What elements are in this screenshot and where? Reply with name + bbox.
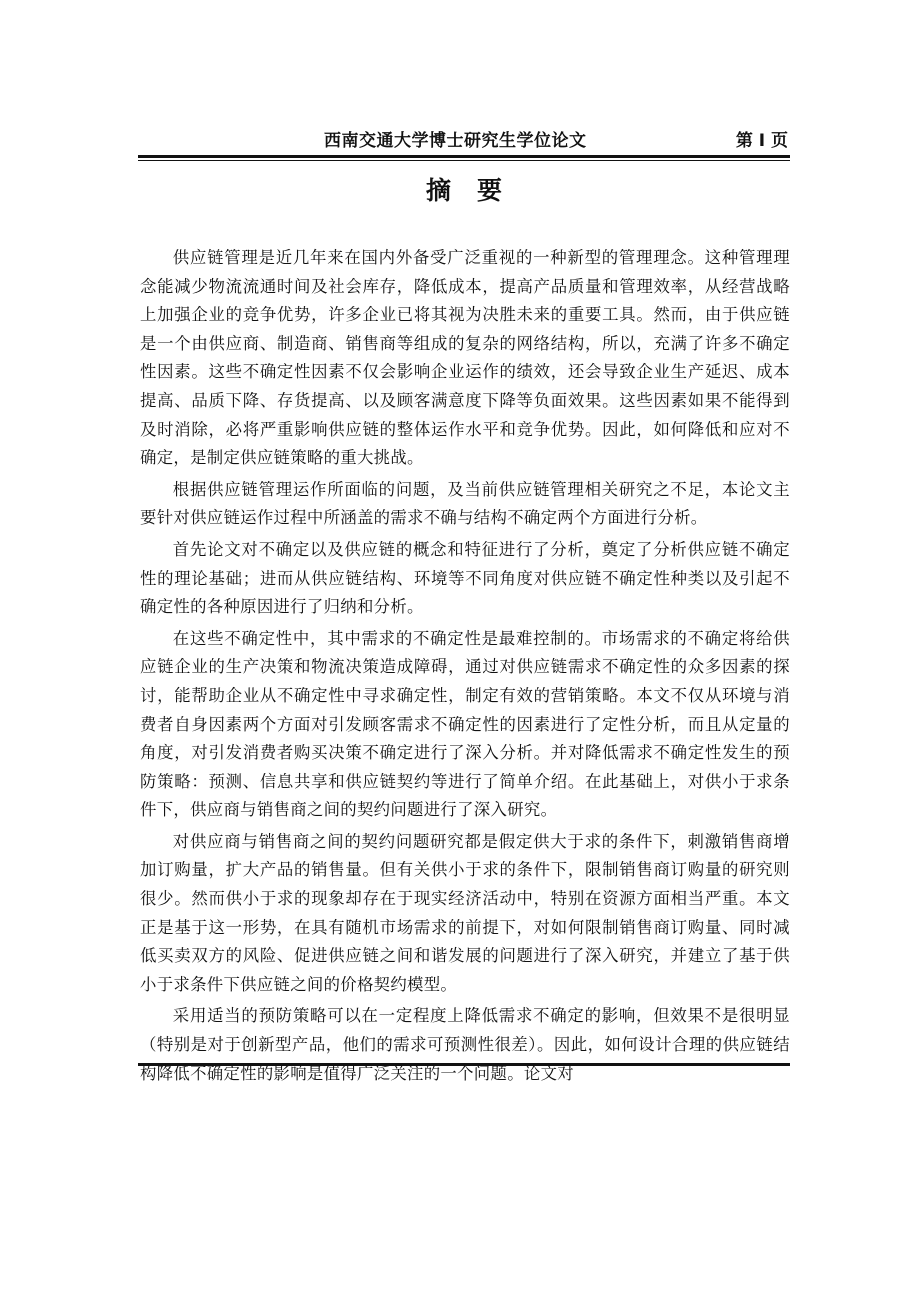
abstract-paragraph: 在这些不确定性中，其中需求的不确定性是最难控制的。市场需求的不确定将给供应链企业的生产决策和物流决策造成障碍，通过对供应链需求不确定性的众多因素的探讨，能帮助企业从不确定性中寻求确定性，制定有效的营销策略。本文不仅从环境与消费者自身因素两个方面对引发顾客需求不确定性的因素进行了定性分析，而且从定量的角度，对引发消费者购买决策不确定进行了深入分析。并对降低需求不确定性发生的预防策略：预测、信息共享和供应链契约等进行了简单介绍。在此基础上，对供小于求条件下，供应商与销售商之间的契约问题进行了深入研究。 bbox=[140, 628, 790, 820]
abstract-paragraph: 对供应商与销售商之间的契约问题研究都是假定供大于求的条件下，刺激销售商增加订购量，扩大产品的销售量。但有关供小于求的条件下，限制销售商订购量的研究则很少。然而供小于求的现象却存在于现实经济活动中，特别在资源方面相当严重。本文正是基于这一形势，在具有随机市场需求的前提下，对如何限制销售商订购量、同时减低买卖双方的风险、促进供应链之间和谐发展的问题进行了深入研究，并建立了基于供小于求条件下供应链之间的价格契约模型。 bbox=[140, 831, 790, 994]
running-header bbox=[138, 127, 790, 155]
abstract-paragraph: 根据供应链管理运作所面临的问题，及当前供应链管理相关研究之不足，本论文主要针对供应链运作过程中所涵盖的需求不确与结构不确定两个方面进行分析。 bbox=[140, 479, 790, 528]
header-rule-thin bbox=[138, 160, 790, 161]
header-title: 西南交通大学博士研究生学位论文 bbox=[324, 131, 587, 151]
header-rule bbox=[138, 155, 790, 158]
abstract-paragraph: 供应链管理是近几年来在国内外备受广泛重视的一种新型的管理理念。这种管理理念能减少物流流通时间及社会库存，降低成本，提高产品质量和管理效率，从经营战略上加强企业的竞争优势，许多企业已将其视为决胜未来的重要工具。然而，由于供应链是一个由供应商、制造商、销售商等组成的复杂的网络结构，所以，充满了许多不确定性因素。这些不确定性因素不仅会影响企业运作的绩效，还会导致企业生产延迟、成本提高、品质下降、存货提高、以及顾客满意度下降等负面效果。这些因素如果不能得到及时消除，必将严重影响供应链的整体运作水平和竞争优势。因此，如何降低和应对不确定，是制定供应链策略的重大挑战。 bbox=[140, 248, 790, 468]
header-page-number: 第 I 页 bbox=[735, 131, 788, 151]
abstract-title: 摘要 bbox=[425, 176, 528, 205]
footer-rule bbox=[138, 1063, 790, 1066]
abstract-paragraph: 采用适当的预防策略可以在一定程度上降低需求不确定的影响，但效果不是很明显（特别是对于创新型产品，他们的需求可预测性很差）。因此，如何设计合理的供应链结构降低不确定性的影响是值得广泛关注的一个问题。论文对 bbox=[140, 1006, 790, 1083]
abstract-body bbox=[140, 244, 790, 1091]
abstract-paragraph: 首先论文对不确定以及供应链的概念和特征进行了分析，奠定了分析供应链不确定性的理论基础；进而从供应链结构、环境等不同角度对供应链不确定性种类以及引起不确定性的各种原因进行了归纳和分析。 bbox=[140, 539, 790, 617]
